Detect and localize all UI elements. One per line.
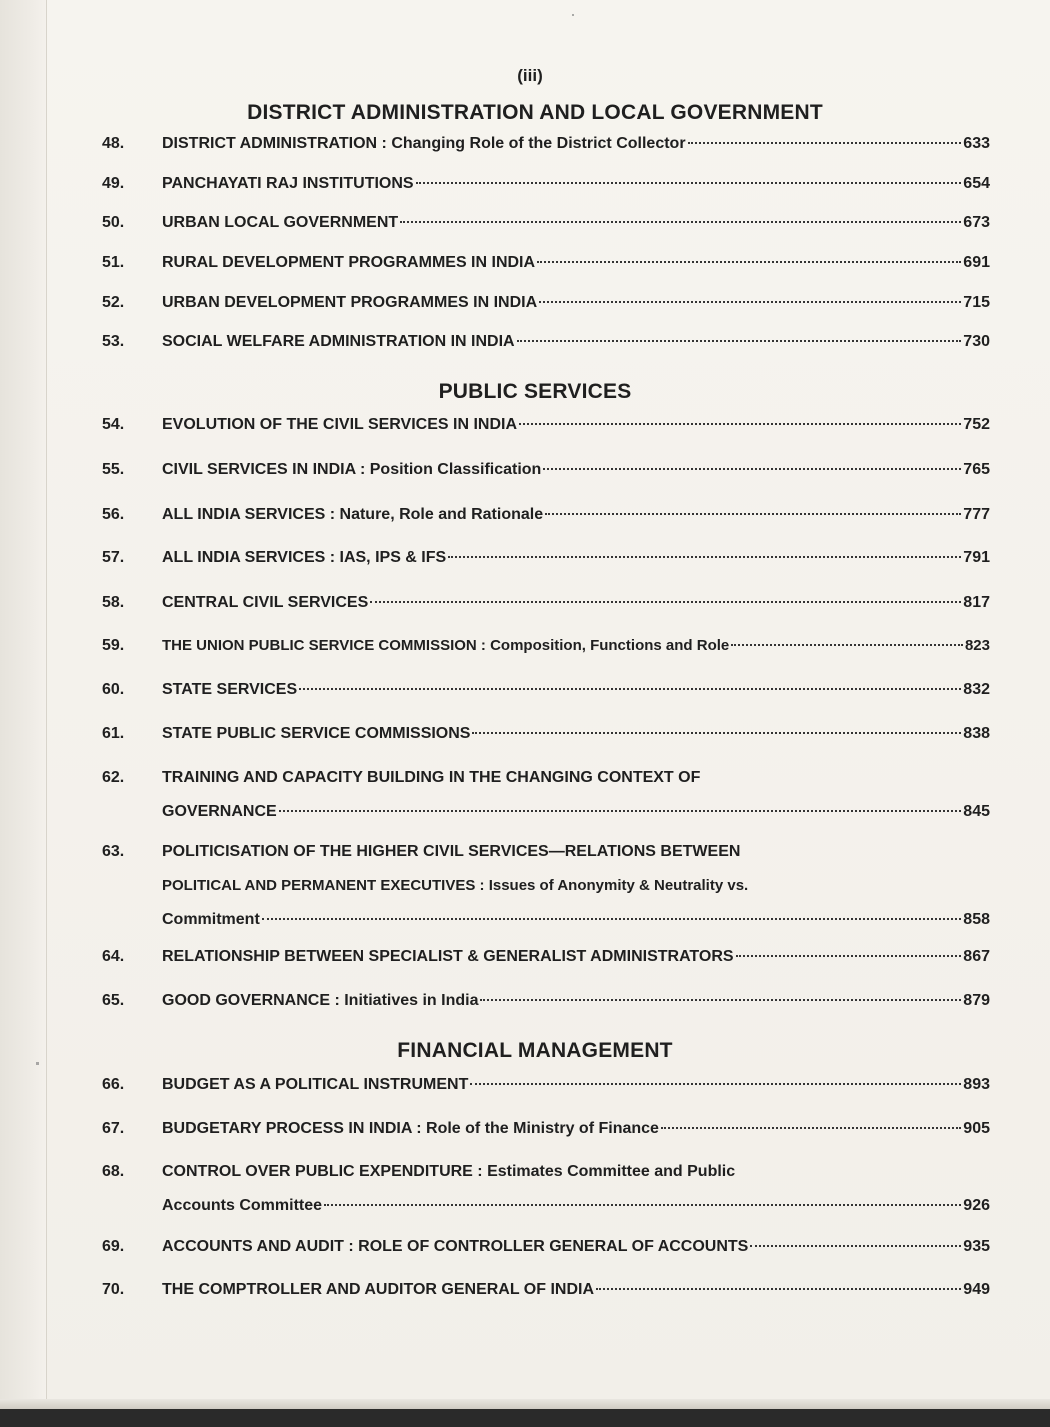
entry-number: 64. bbox=[102, 948, 125, 965]
entry-title: Accounts Committee bbox=[162, 1197, 323, 1214]
dot-leader bbox=[537, 261, 961, 263]
entry-title: STATE SERVICES bbox=[162, 681, 298, 698]
entry-page-number: 691 bbox=[963, 254, 990, 271]
dot-leader bbox=[750, 1245, 961, 1247]
entry-number: 65. bbox=[102, 992, 125, 1009]
entry-line bbox=[162, 214, 990, 232]
entry-title: ALL INDIA SERVICES : Nature, Role and Rationale bbox=[162, 506, 544, 523]
entry-line bbox=[162, 175, 990, 193]
entry-line bbox=[162, 506, 990, 524]
entry-line bbox=[162, 549, 990, 567]
entry-title: CIVIL SERVICES IN INDIA : Position Classification bbox=[162, 461, 542, 478]
dot-leader bbox=[661, 1127, 961, 1129]
dot-leader bbox=[517, 340, 962, 342]
entry-page-number: 817 bbox=[963, 594, 990, 611]
entry-title: BUDGETARY PROCESS IN INDIA : Role of the Ministry of Finance bbox=[162, 1120, 659, 1137]
entry-line bbox=[162, 769, 990, 787]
entry-title: URBAN DEVELOPMENT PROGRAMMES IN INDIA bbox=[162, 294, 538, 311]
entry-number: 57. bbox=[102, 549, 125, 566]
entry-line bbox=[162, 877, 990, 894]
entry-number: 50. bbox=[102, 214, 125, 231]
entry-title: RURAL DEVELOPMENT PROGRAMMES IN INDIA bbox=[162, 254, 536, 271]
entry-title: SOCIAL WELFARE ADMINISTRATION IN INDIA bbox=[162, 333, 515, 350]
entry-number: 49. bbox=[102, 175, 125, 192]
entry-title: CENTRAL CIVIL SERVICES bbox=[162, 594, 369, 611]
entry-title: DISTRICT ADMINISTRATION : Changing Role of the District Collector bbox=[162, 135, 686, 152]
entry-number: 51. bbox=[102, 254, 125, 271]
entry-line bbox=[162, 992, 990, 1010]
entry-page-number: 879 bbox=[963, 992, 990, 1009]
entry-page-number: 730 bbox=[963, 333, 990, 350]
dot-leader bbox=[480, 999, 961, 1001]
dot-leader bbox=[279, 810, 962, 812]
entry-title: GOOD GOVERNANCE : Initiatives in India bbox=[162, 992, 479, 1009]
entry-number: 68. bbox=[102, 1163, 125, 1180]
dot-leader bbox=[299, 688, 961, 690]
entry-number: 59. bbox=[102, 637, 125, 654]
entry-page-number: 654 bbox=[963, 175, 990, 192]
dot-leader bbox=[519, 423, 961, 425]
dot-leader bbox=[543, 468, 961, 470]
entry-line bbox=[162, 1163, 990, 1181]
entry-line bbox=[162, 1281, 990, 1299]
entry-page-number: 832 bbox=[963, 681, 990, 698]
scanner-border bbox=[0, 1409, 1050, 1427]
entry-page-number: 633 bbox=[963, 135, 990, 152]
section-title-district-administration: DISTRICT ADMINISTRATION AND LOCAL GOVERNMENT bbox=[247, 101, 823, 124]
dot-leader bbox=[262, 918, 962, 920]
entry-title: Commitment bbox=[162, 911, 260, 928]
entry-title: STATE PUBLIC SERVICE COMMISSIONS bbox=[162, 725, 471, 742]
entry-title: RELATIONSHIP BETWEEN SPECIALIST & GENERALIST ADMINISTRATORS bbox=[162, 948, 734, 965]
entry-number: 48. bbox=[102, 135, 125, 152]
entry-title: PANCHAYATI RAJ INSTITUTIONS bbox=[162, 175, 414, 192]
entry-page-number: 858 bbox=[963, 911, 990, 928]
page-bottom-edge bbox=[0, 1399, 1050, 1409]
entry-title: CONTROL OVER PUBLIC EXPENDITURE : Estimates Committee and Public bbox=[162, 1163, 736, 1180]
entry-number: 56. bbox=[102, 506, 125, 523]
entry-line bbox=[162, 461, 990, 479]
entry-line bbox=[162, 681, 990, 699]
entry-page-number: 823 bbox=[964, 637, 990, 654]
entry-title: GOVERNANCE bbox=[162, 803, 277, 820]
entry-line bbox=[162, 1120, 990, 1138]
dot-leader bbox=[324, 1204, 961, 1206]
entry-number: 54. bbox=[102, 416, 125, 433]
dot-leader bbox=[736, 955, 962, 957]
entry-number: 62. bbox=[102, 769, 125, 786]
entry-page-number: 715 bbox=[963, 294, 990, 311]
dot-leader bbox=[545, 513, 961, 515]
dot-leader bbox=[596, 1288, 961, 1290]
entry-title: ACCOUNTS AND AUDIT : ROLE OF CONTROLLER GENERAL OF ACCOUNTS bbox=[162, 1238, 749, 1255]
entry-line bbox=[162, 948, 990, 966]
entry-title: THE COMPTROLLER AND AUDITOR GENERAL OF INDIA bbox=[162, 1281, 594, 1298]
entry-line bbox=[162, 1076, 990, 1094]
section-title-financial-management: FINANCIAL MANAGEMENT bbox=[397, 1039, 673, 1062]
dot-leader bbox=[688, 142, 962, 144]
entry-title: EVOLUTION OF THE CIVIL SERVICES IN INDIA bbox=[162, 416, 518, 433]
entry-line bbox=[162, 803, 990, 821]
entry-line bbox=[162, 637, 990, 654]
entry-title: POLITICAL AND PERMANENT EXECUTIVES : Issues of Anonymity & Neutrality vs. bbox=[162, 877, 749, 894]
entry-line bbox=[162, 294, 990, 312]
entry-number: 55. bbox=[102, 461, 125, 478]
entry-page-number: 765 bbox=[963, 461, 990, 478]
entry-title: ALL INDIA SERVICES : IAS, IPS & IFS bbox=[162, 549, 447, 566]
dot-leader bbox=[470, 1083, 961, 1085]
entry-line bbox=[162, 843, 990, 861]
dot-leader bbox=[448, 556, 961, 558]
entry-line bbox=[162, 911, 990, 929]
dot-leader bbox=[416, 182, 962, 184]
dot-leader bbox=[400, 221, 961, 223]
entry-number: 63. bbox=[102, 843, 125, 860]
entry-page-number: 926 bbox=[963, 1197, 990, 1214]
page-number: (iii) bbox=[517, 66, 543, 85]
entry-number: 66. bbox=[102, 1076, 125, 1093]
entry-line bbox=[162, 725, 990, 743]
entry-page-number: 845 bbox=[963, 803, 990, 820]
entry-page-number: 867 bbox=[963, 948, 990, 965]
dot-leader bbox=[370, 601, 961, 603]
entry-line bbox=[162, 254, 990, 272]
entry-number: 58. bbox=[102, 594, 125, 611]
entry-page-number: 777 bbox=[963, 506, 990, 523]
entry-number: 60. bbox=[102, 681, 125, 698]
entry-page-number: 673 bbox=[963, 214, 990, 231]
entry-number: 53. bbox=[102, 333, 125, 350]
entry-number: 70. bbox=[102, 1281, 125, 1298]
entry-title: THE UNION PUBLIC SERVICE COMMISSION : Composition, Functions and Role bbox=[162, 637, 730, 654]
section-title-public-services: PUBLIC SERVICES bbox=[438, 380, 632, 403]
entry-page-number: 752 bbox=[963, 416, 990, 433]
dot-leader bbox=[539, 301, 961, 303]
entry-number: 61. bbox=[102, 725, 125, 742]
dot-leader bbox=[472, 732, 961, 734]
entry-title: URBAN LOCAL GOVERNMENT bbox=[162, 214, 399, 231]
entry-page-number: 905 bbox=[963, 1120, 990, 1137]
entry-line bbox=[162, 135, 990, 153]
entry-title: POLITICISATION OF THE HIGHER CIVIL SERVICES—RELATIONS BETWEEN bbox=[162, 843, 741, 860]
entry-page-number: 949 bbox=[963, 1281, 990, 1298]
entry-page-number: 838 bbox=[963, 725, 990, 742]
entry-line bbox=[162, 1197, 990, 1215]
dot-leader bbox=[731, 644, 963, 646]
entry-title: BUDGET AS A POLITICAL INSTRUMENT bbox=[162, 1076, 469, 1093]
entry-line bbox=[162, 416, 990, 434]
scan-speck bbox=[572, 14, 574, 16]
entry-number: 69. bbox=[102, 1238, 125, 1255]
entry-number: 67. bbox=[102, 1120, 125, 1137]
entry-page-number: 791 bbox=[963, 549, 990, 566]
entry-line bbox=[162, 1238, 990, 1256]
entry-line bbox=[162, 333, 990, 351]
entry-number: 52. bbox=[102, 294, 125, 311]
page-binding-edge bbox=[0, 0, 47, 1427]
entry-page-number: 893 bbox=[963, 1076, 990, 1093]
entry-page-number: 935 bbox=[963, 1238, 990, 1255]
entry-line bbox=[162, 594, 990, 612]
entry-title: TRAINING AND CAPACITY BUILDING IN THE CHANGING CONTEXT OF bbox=[162, 769, 701, 786]
